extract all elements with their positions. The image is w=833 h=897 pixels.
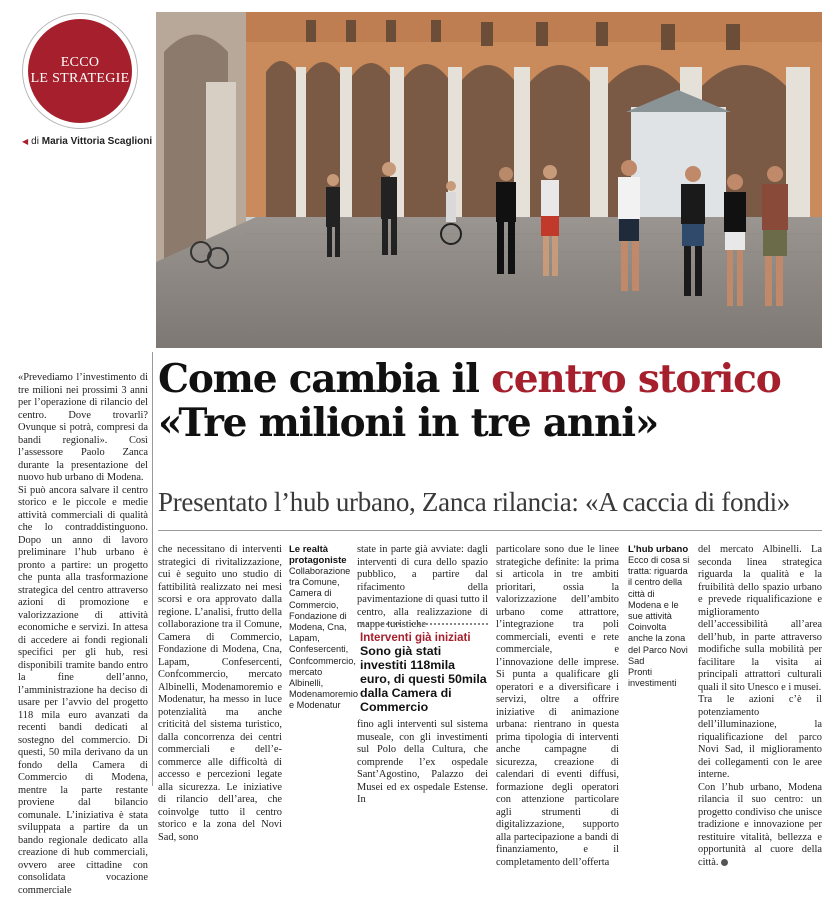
body-column-2-top: state in parte già avviate: dagli interventi di cura dello spazio pubblico, a partire dal rifacimento della pavimentazione di quasi tutto il centro, alla realizzazione di mappe turistiche bbox=[357, 544, 489, 630]
sidebar-partners bbox=[289, 544, 358, 712]
subtitle: Presentato l’hub urbano, Zanca rilancia: «A caccia di fondi» bbox=[158, 487, 791, 517]
headline bbox=[158, 357, 828, 445]
byline-prefix: di bbox=[31, 136, 39, 147]
sidebar-partners-body: Collaborazione tra Comune, Camera di Commercio, Fondazione di Modena, Cna, Lapam, Confesercenti, Confcommercio, mercato Albinelli, Modenamoremio e Modenatur bbox=[289, 566, 358, 711]
highlight-box bbox=[360, 632, 488, 714]
box-kicker: Interventi già iniziati bbox=[360, 632, 471, 644]
sidebar-hub-title: L’hub urbano bbox=[628, 544, 689, 555]
body-column-4 bbox=[698, 544, 822, 869]
end-of-article-icon bbox=[721, 859, 728, 866]
box-headline: Sono già stati investiti 118mila euro, di questi 50mila dalla Camera di Commercio bbox=[360, 644, 487, 714]
headline-highlight: centro storico bbox=[491, 356, 781, 402]
sidebar-partners-title: Le realtà protagoniste bbox=[289, 544, 347, 566]
body-column-2-bottom: fino agli interventi sul sistema museale, con gli investimenti sul Polo della Cultura, che comprende l’ex ospedale Sant’Agostino, Palazzo dei Musei ed ex ospedale Estense. In bbox=[357, 719, 488, 805]
body-column-4-text: del mercato Albinelli. La seconda linea strategica riguarda la qualità e la fruibilità dello spazio urbano e prevede riqualificazione e miglioramento dell’accessibilità all’area dell’hub, in parte attraverso modifiche sulla mobilità per facilitare la visita ai principali attrattori culturali quali il sito Unesco e i musei. Tra le azioni c’è il potenziamento dell’illuminazione, la riqualificazione del parco Novi Sad, il miglioramento dei collegamenti con le aree interne. Con l’hub urbano, Modena rilancia il suo centro: un progetto condiviso che unisce tradizione e innovazione per restituire vitalità, bellezza e opportunità al cuore della città. bbox=[698, 544, 822, 868]
sidebar-hub bbox=[628, 544, 690, 689]
badge-line1: ECCO bbox=[60, 55, 100, 70]
side-column-text: «Prevediamo l’investimento di tre milioni nei prossimi 3 anni per l’operazione di rilancio del centro. Dove trovarli? Ovunque si potrà, compresi da bandi regionali». Così l’assessore Paolo Zanca durante la presentazione del nuovo hub urbano di Modena. Si può ancora salvare il centro storico e le piccole e medie attività commerciali di qualità che lo contraddistinguono. Dopo un anno di lavoro preliminare l’hub urbano è pronto a partire: un progetto che punta alla trasformazione strategica del centro attraverso azioni di promozione e valorizzazione di attività economiche e servizi. In attesa di accedere ai fondi regionali specifici per gli hub, resi disponibili tramite bando entro la fine dell’anno, l’amministrazione ha deciso di usare per l’avvio del progetto 118 mila euro avanzati da recenti bandi dedicati al sostegno del commercio. Di questi, 50 mila derivano da un fondo della Camera di Commercio di Modena, mentre la parte restante proviene dal bilancio comunale. L’iniziativa è stata sviluppata a partire da un bando regionale dedicato alla creazione di hub commerciali, ovvero aree cittadine con consolidata vocazione commerciale bbox=[18, 372, 148, 896]
badge-line2: LE STRATEGIE bbox=[30, 71, 130, 86]
headline-part1: Come cambia il bbox=[158, 356, 479, 402]
street-photo bbox=[156, 12, 822, 348]
arcade-street-illustration bbox=[156, 12, 822, 348]
subtitle-rule bbox=[158, 530, 822, 531]
box-divider bbox=[357, 623, 488, 625]
headline-line1 bbox=[158, 357, 828, 401]
sidebar-hub-body: Ecco di cosa si tratta: riguarda il centro della città di Modena e le sue attività Coinvolta anche la zona del Parco Novi Sad Pronti investimenti bbox=[628, 555, 690, 689]
body-column-3: particolare sono due le linee strategiche definite: la prima si articola in tre ambiti prioritari, ossia la valorizzazione dell’ambito urbano come attrattore, l’integrazione tra poli commerciali, eventi e rete commerciale, e l’innovazione delle imprese. Si punta a qualificare gli operatori e a diversificare i servizi, oltre a offrire iniziative di animazione urbana: rientrano in questa prima tipologia di interventi anche campagne di sicurezza, creazione di calendari di eventi diffusi, formazione degli operatori con attenzione particolare agli strumenti di digitalizzazione, supporto alla partecipazione a bandi di finanziamento, e il completamento dell’offerta bbox=[496, 544, 619, 868]
body-column-1: che necessitano di interventi strategici di rivitalizzazione, cui è seguito uno studio di fattibilità realizzato nei mesi scorsi e ora approvato dalla regione. L’analisi, frutto della collaborazione tra il Comune, Camera di Commercio, Fondazione di Modena, Cna, Lapam, Confesercenti, Confcommercio, mercato Albinelli, Modenamoremio e Modenatur, ha messo in luce potenzialità ma anche criticità del sistema turistico, dalla concorrenza dei centri commerciali e dell’e-commerce alle difficoltà di accesso e percezioni legate alla sicurezza. Le iniziative di rilancio dell’area, che coinvolge tutto il centro storico e la zona del Novi Sad, sono bbox=[158, 544, 282, 843]
section-badge bbox=[22, 13, 138, 129]
badge-circle bbox=[28, 19, 132, 123]
headline-line2: «Tre milioni in tre anni» bbox=[158, 400, 659, 446]
column-divider bbox=[152, 352, 153, 786]
triangle-marker-icon: ◀ bbox=[22, 137, 29, 146]
byline-author: Maria Vittoria Scaglioni bbox=[41, 136, 153, 147]
byline bbox=[22, 136, 152, 147]
